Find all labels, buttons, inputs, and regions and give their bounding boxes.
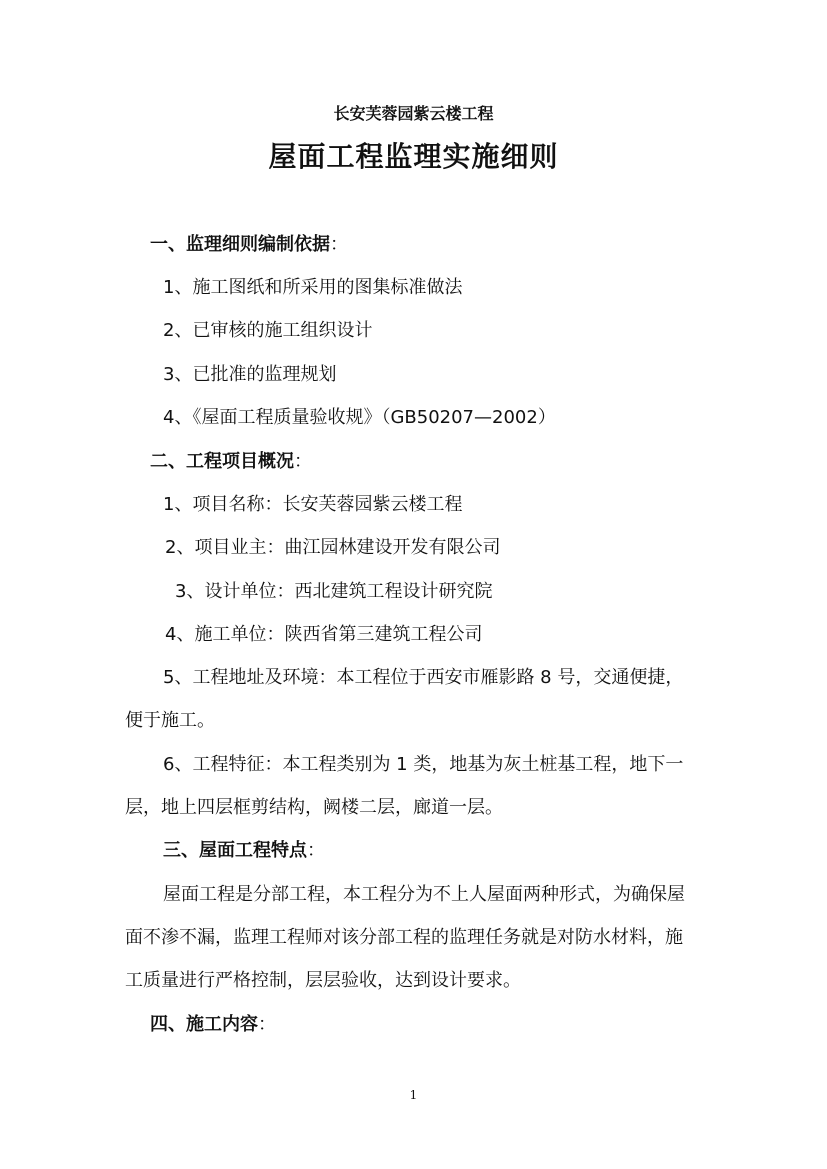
section-2-colon: ： xyxy=(294,451,312,472)
section-1-item-3: 3、已批准的监理规划 xyxy=(163,364,337,385)
section-3-paragraph-line-2: 面不渗不漏，监理工程师对该分部工程的监理任务就是对防水材料，施 xyxy=(125,927,683,948)
page-title: 屋面工程监理实施细则 xyxy=(268,140,559,173)
section-1-item-2: 2、已审核的施工组织设计 xyxy=(163,320,373,341)
section-4-colon: ： xyxy=(258,1014,276,1035)
section-1-heading-line xyxy=(150,233,348,257)
section-2-item-3: 3、设计单位：西北建筑工程设计研究院 xyxy=(175,581,493,602)
section-2-item-1: 1、项目名称：长安芙蓉园紫云楼工程 xyxy=(163,494,463,515)
section-4-heading: 四、施工内容 xyxy=(150,1014,258,1035)
section-2-item-5-line-1: 5、工程地址及环境：本工程位于西安市雁影路 8 号，交通便捷， xyxy=(163,667,684,688)
section-2-item-5-line-2: 便于施工。 xyxy=(125,710,215,731)
section-1-item-1: 1、施工图纸和所采用的图集标准做法 xyxy=(163,277,463,298)
section-2-item-6-line-2: 层，地上四层框剪结构，阙楼二层，廊道一层。 xyxy=(125,797,503,818)
section-2-item-6-line-1: 6、工程特征：本工程类别为 1 类，地基为灰土桩基工程，地下一 xyxy=(163,754,684,775)
section-1-colon: ： xyxy=(330,234,348,255)
section-3-paragraph-line-3: 工质量进行严格控制，层层验收，达到设计要求。 xyxy=(125,970,521,991)
section-2-item-4: 4、施工单位：陕西省第三建筑工程公司 xyxy=(165,624,483,645)
section-1-item-4: 4、《屋面工程质量验收规》（GB50207—2002） xyxy=(163,407,556,428)
section-2-heading: 二、工程项目概况 xyxy=(150,451,294,472)
section-2-heading-line xyxy=(150,450,312,474)
page-number: 1 xyxy=(409,1088,418,1102)
project-subtitle: 长安芙蓉园紫云楼工程 xyxy=(333,104,494,123)
section-2-item-2: 2、项目业主：曲江园林建设开发有限公司 xyxy=(165,537,501,558)
section-3-paragraph-line-1: 屋面工程是分部工程，本工程分为不上人屋面两种形式，为确保屋 xyxy=(163,884,685,905)
section-1-heading: 一、监理细则编制依据 xyxy=(150,234,330,255)
section-3-colon: ： xyxy=(307,840,325,861)
section-4-heading-line xyxy=(150,1013,276,1037)
section-3-heading: 三、屋面工程特点 xyxy=(163,840,307,861)
section-3-heading-line xyxy=(163,839,325,863)
